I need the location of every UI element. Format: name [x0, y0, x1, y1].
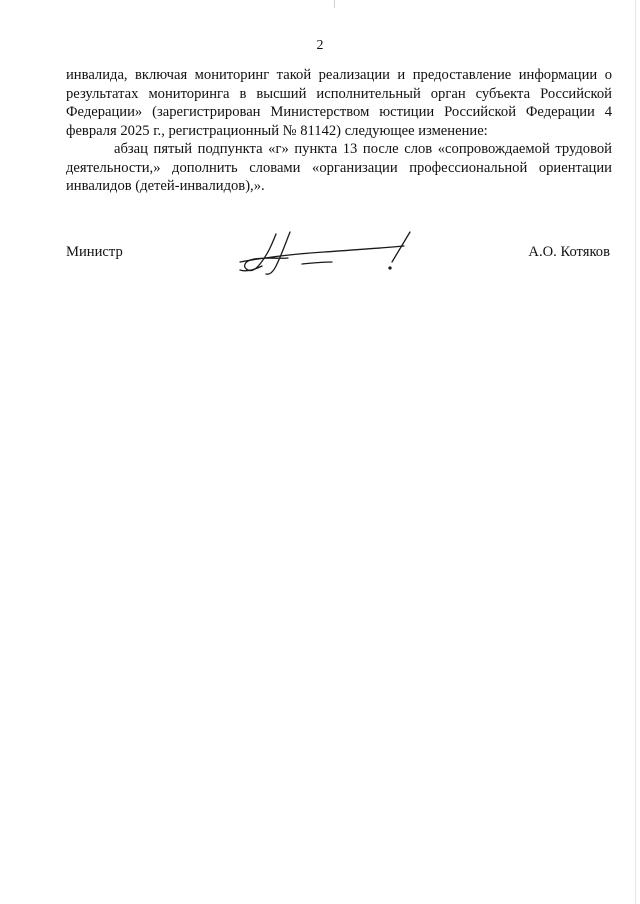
scan-artifact — [334, 0, 335, 8]
scan-edge — [635, 0, 636, 904]
minister-label: Министр — [66, 244, 123, 260]
handwritten-signature-icon — [232, 228, 418, 280]
signer-name: А.О. Котяков — [528, 244, 610, 260]
page-number: 2 — [316, 38, 324, 53]
document-body — [66, 66, 612, 196]
paragraph-amendment: абзац пятый подпункта «г» пункта 13 после слов «сопровождаемой трудовой деятельности,» дополнить словами «организации профессиональной ориентации инвалидов (детей-инвалидов),». — [66, 141, 612, 194]
paragraph-continuation: инвалида, включая мониторинг такой реализации и предоставление информации о результатах мониторинга в высший исполнительный орган субъекта Российской Федерации» (зарегистрирован Министерством юстиции Российской Федерации 4 февраля 2025 г., регистрационный № 81142) следующее изменение: — [66, 67, 612, 139]
